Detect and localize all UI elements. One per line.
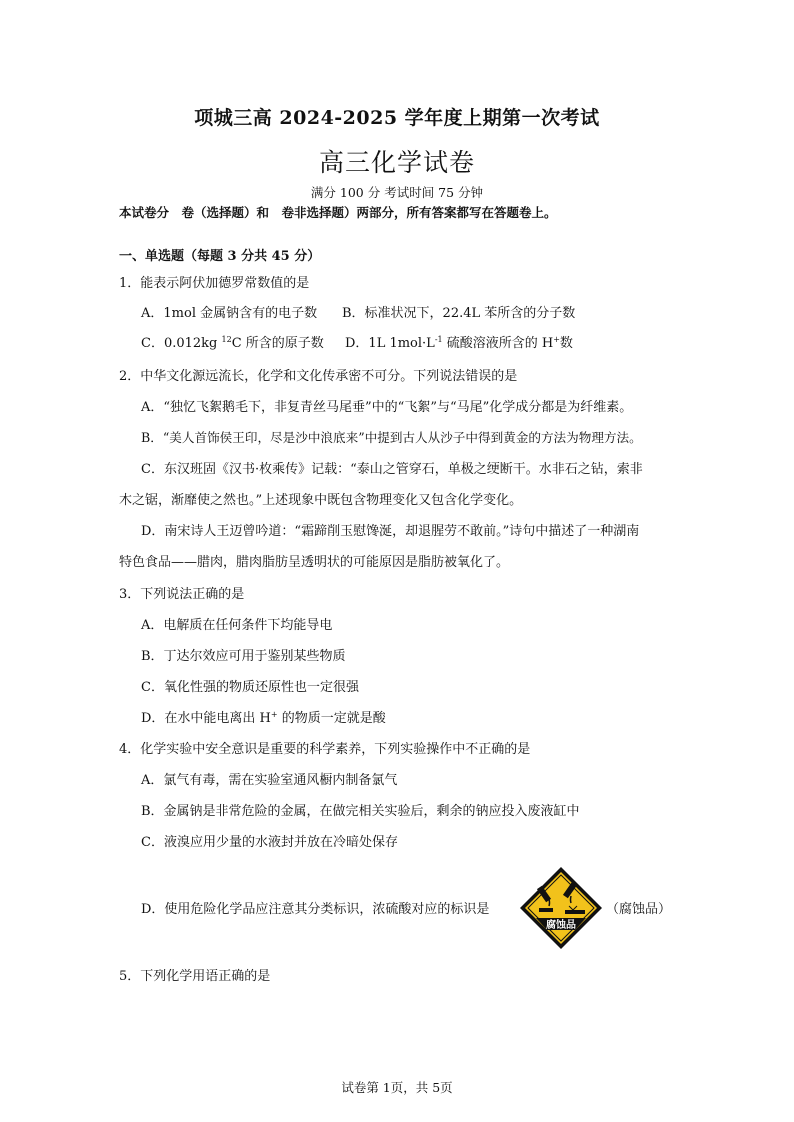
question-1-option-d: D．1L $1mol\cdot L^{-1}$ 硫酸溶液所含的 H+数 [345, 335, 573, 351]
question-4-stem: 4．化学实验中安全意识是重要的科学素养，下列实验操作中不正确的是 [119, 742, 531, 757]
question-2-option-b: B．“美人首饰侯王印，尽是沙中浪底来”中提到古人从沙子中得到黄金的方法为物理方法。 [141, 430, 642, 445]
question-4-option-d: D．使用危险化学品应注意其分类标识，浓硫酸对应的标识是 [141, 902, 490, 917]
section-heading: 一、单选题（每题 3 分共 45 分） [119, 249, 321, 264]
question-2-stem: 2．中华文化源远流长，化学和文化传承密不可分。下列说法错误的是 [119, 369, 518, 384]
question-3-option-c: C．氧化性强的物质还原性也一定很强 [141, 680, 359, 695]
question-4-option-b: B．金属钠是非常危险的金属，在做完相关实验后，剩余的钠应投入废液缸中 [141, 804, 580, 819]
question-2-option-d-line2: 特色食品——腊肉，腊肉脂肪呈透明状的可能原因是脂肪被氧化了。 [119, 555, 510, 570]
exam-meta: 满分 100 分 考试时间 75 分钟 [310, 185, 484, 200]
question-4-option-a: A．氯气有毒，需在实验室通风橱内制备氯气 [141, 773, 398, 788]
question-1-option-b: B．标准状况下，22.4L 苯所含的分子数 [342, 306, 576, 321]
corrosive-hazard-icon [519, 866, 603, 950]
question-2-option-d-line1: D．南宋诗人王迈曾吟道：“霜蹄削玉慰馋涎，却退腥劳不敢前。”诗句中描述了一种湖南 [141, 524, 640, 539]
hazard-note: （腐蚀品） [606, 902, 672, 917]
hazard-label: 腐蚀品 [546, 920, 576, 931]
question-2-option-c-line1: C．东汉班固《汉书·枚乘传》记载：“泰山之管穿石，单极之绠断干。水非石之钻，索非 [141, 462, 643, 477]
question-3-option-a: A．电解质在任何条件下均能导电 [141, 618, 333, 633]
exam-subtitle: 高三化学试卷 [318, 148, 475, 177]
question-1-option-c: C．0.012kg $^{12}$C 所含的原子数 [141, 335, 324, 351]
question-3-option-d: D．在水中能电离出 H+ 的物质一定就是酸 [141, 710, 386, 726]
question-3-option-b: B．丁达尔效应可用于鉴别某些物质 [141, 649, 346, 664]
question-3-stem: 3．下列说法正确的是 [119, 587, 245, 602]
exam-title: 项城三高 2024-2025 学年度上期第一次考试 [194, 107, 600, 129]
page-footer: 试卷第 1页，共 5页 [341, 1080, 453, 1095]
question-1-option-a: A．1mol 金属钠含有的电子数 [141, 306, 318, 321]
question-1-stem: 1．能表示阿伏加德罗常数值的是 [119, 276, 310, 291]
question-4-option-c: C．液溴应用少量的水液封并放在冷暗处保存 [141, 835, 398, 850]
exam-instructions: 本试卷分 卷（选择题）和 卷非选择题）两部分，所有答案都写在答题卷上。 [119, 205, 557, 220]
question-5-stem: 5．下列化学用语正确的是 [119, 969, 271, 984]
question-2-option-c-line2: 木之锯，渐靡使之然也。”上述现象中既包含物理变化又包含化学变化。 [119, 493, 523, 508]
question-2-option-a: A．“独忆飞絮鹅毛下，非复青丝马尾垂”中的“飞絮”与“马尾”化学成分都是为纤维素。 [141, 400, 633, 415]
